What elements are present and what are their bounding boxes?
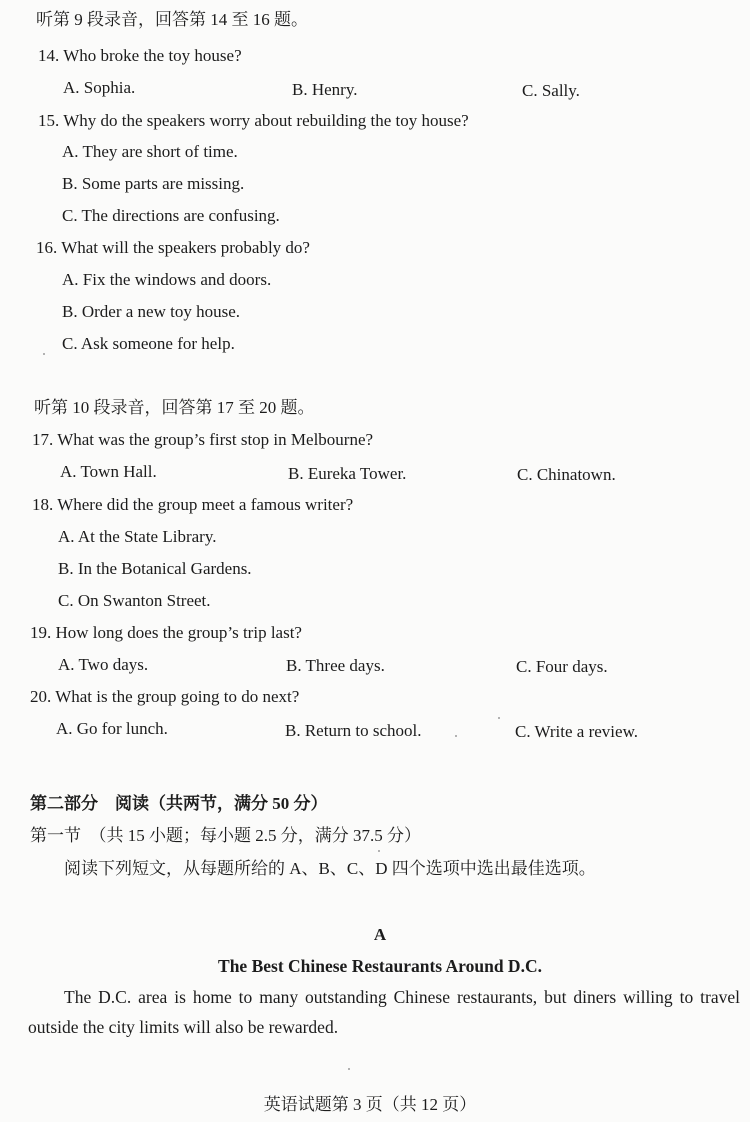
option-c: C. Chinatown. [517, 465, 616, 484]
question-stem: 19. How long does the group’s trip last? [30, 623, 302, 642]
option-a: A. At the State Library. [58, 527, 217, 546]
option-a: A. Two days. [58, 655, 149, 674]
section-header: 听第 10 段录音，回答第 17 至 20 题。 [34, 398, 315, 417]
passage-letter: A [373, 925, 387, 944]
option-a: A. Town Hall. [60, 462, 157, 481]
option-b: B. Return to school. [285, 721, 422, 740]
option-b: B. Some parts are missing. [62, 174, 245, 193]
passage-paragraph: The D.C. area is home to many outstanding Chinese restaurants, but diners willing to travel outside the city limits will also be rewarded. [28, 987, 740, 1037]
scan-speck [348, 1068, 350, 1070]
part-title: 第二部分 阅读（共两节，满分 50 分） [30, 794, 328, 813]
option-a: A. They are short of time. [62, 142, 238, 161]
option-c: C. Write a review. [515, 722, 638, 741]
passage-title: The Best Chinese Restaurants Around D.C. [218, 956, 542, 976]
section-header: 听第 9 段录音，回答第 14 至 16 题。 [36, 10, 308, 29]
instruction-text: 阅读下列短文，从每题所给的 A、B、C、D 四个选项中选出最佳选项。 [64, 859, 596, 878]
question-stem: 14. Who broke the toy house? [38, 46, 242, 65]
question-stem: 15. Why do the speakers worry about rebuilding the toy house? [38, 111, 469, 130]
option-b: B. Three days. [286, 656, 385, 675]
question-stem: 16. What will the speakers probably do? [36, 238, 310, 257]
page-footer: 英语试题第 3 页（共 12 页） [263, 1095, 477, 1114]
option-b: B. Order a new toy house. [62, 302, 240, 321]
option-a: A. Fix the windows and doors. [62, 270, 272, 289]
question-stem: 17. What was the group’s first stop in Melbourne? [32, 430, 374, 449]
option-c: C. Sally. [522, 81, 580, 100]
scan-speck [378, 850, 380, 852]
option-c: C. The directions are confusing. [62, 206, 280, 225]
option-a: A. Sophia. [63, 78, 136, 97]
question-stem: 18. Where did the group meet a famous writer? [32, 495, 354, 514]
option-b: B. Henry. [292, 80, 358, 99]
question-stem: 20. What is the group going to do next? [30, 687, 300, 706]
option-c: C. On Swanton Street. [58, 591, 211, 610]
option-c: C. Four days. [516, 657, 608, 676]
option-b: B. In the Botanical Gardens. [58, 559, 252, 578]
scan-speck [43, 353, 45, 355]
option-a: A. Go for lunch. [56, 719, 168, 738]
option-b: B. Eureka Tower. [288, 464, 407, 483]
section-subtitle: 第一节 （共 15 小题；每小题 2.5 分，满分 37.5 分） [30, 826, 421, 845]
scan-speck [498, 717, 500, 719]
scan-speck [455, 735, 457, 737]
option-c: C. Ask someone for help. [62, 334, 235, 353]
